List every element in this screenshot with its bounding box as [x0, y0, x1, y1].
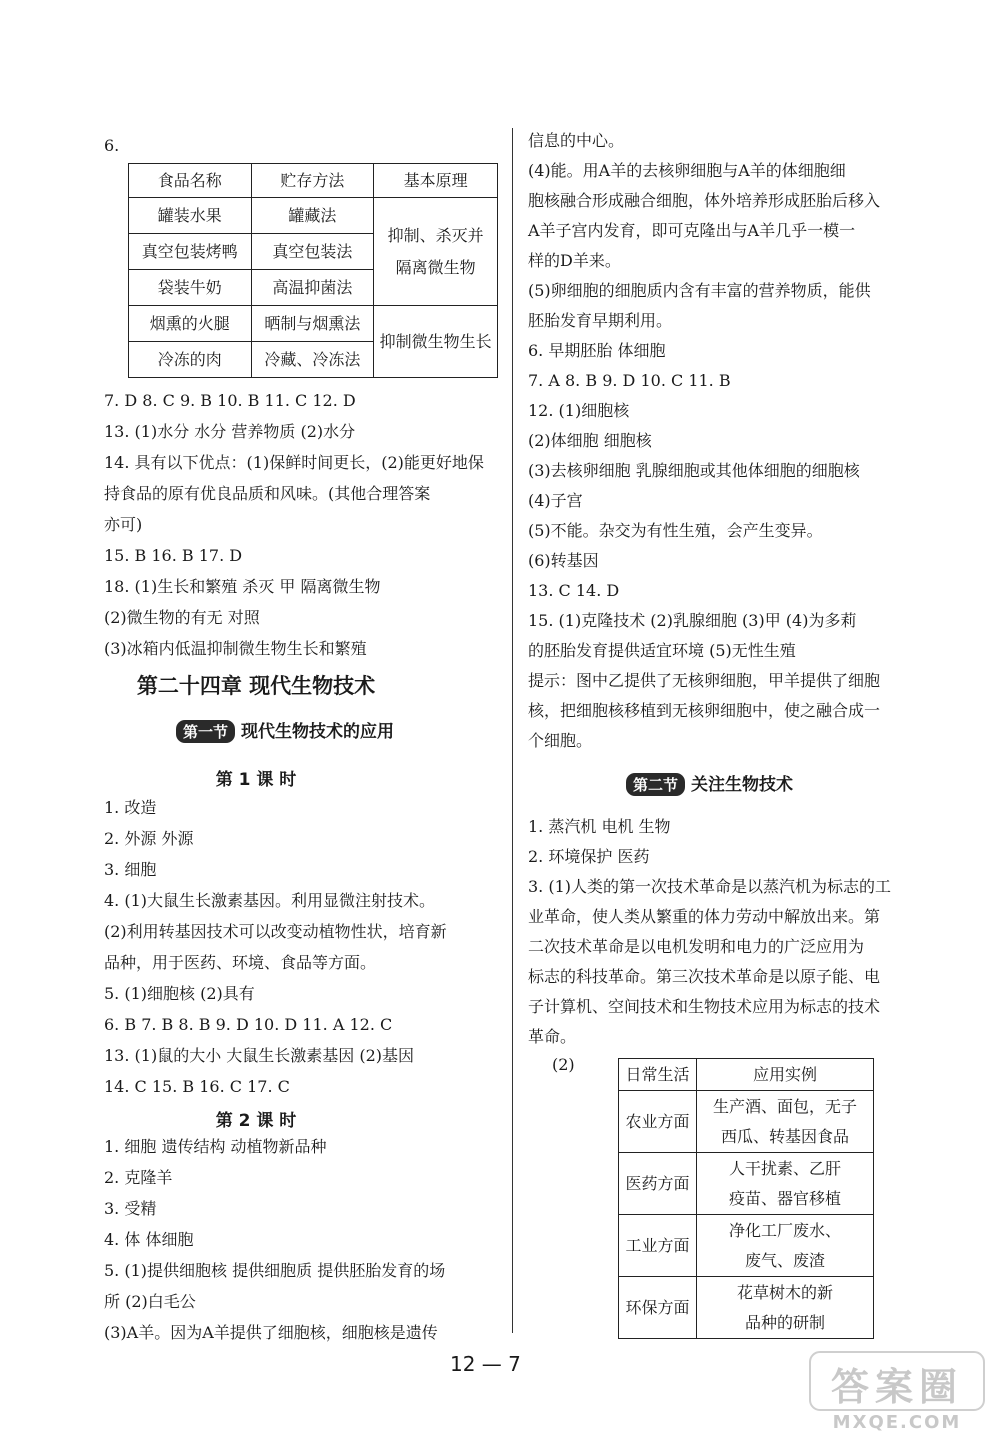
- answer-line: 3. (1)人类的第一次技术革命是以蒸汽机为标志的工: [528, 877, 892, 896]
- answer-line: 15. B 16. B 17. D: [104, 546, 243, 565]
- page-number: 12 — 7: [450, 1352, 521, 1376]
- table1-cell: 罐装水果: [129, 198, 252, 234]
- answer-line: 3. 受精: [104, 1199, 157, 1218]
- answer-line: 提示：图中乙提供了无核卵细胞，甲羊提供了细胞: [528, 671, 881, 690]
- watermark-logo: [808, 1350, 986, 1434]
- table2-example-line: 西瓜、转基因食品: [721, 1126, 850, 1146]
- table2-example-line: 生产酒、面包，无子: [713, 1096, 858, 1116]
- table1-cell: 烟熏的火腿: [129, 306, 252, 342]
- answer-line: 标志的科技革命。第三次技术革命是以原子能、电: [528, 967, 881, 986]
- answer-line: (2)微生物的有无 对照: [104, 608, 260, 627]
- lesson1-title: 第 1 课 时: [215, 770, 297, 790]
- table1-cell: 冷藏、冷冻法: [251, 342, 374, 378]
- table2-row-example: [697, 1277, 874, 1339]
- answer-line: 的胚胎发育提供适宜环境 (5)无性生殖: [528, 641, 796, 660]
- table1-cell: 袋装牛奶: [129, 270, 252, 306]
- answer-line: 13. C 14. D: [528, 581, 620, 600]
- answer-line: 二次技术革命是以电机发明和电力的广泛应用为: [528, 937, 865, 956]
- answer-line: (3)A羊。因为A羊提供了细胞核，细胞核是遗传: [104, 1323, 438, 1342]
- answer-line: 信息的中心。: [528, 131, 625, 150]
- watermark-text: 答案圈: [830, 1365, 963, 1409]
- table2-row-label: 农业方面: [619, 1091, 697, 1153]
- answer-line: 14. C 15. B 16. C 17. C: [104, 1077, 290, 1096]
- answer-line: 胚胎发育早期利用。: [528, 311, 673, 330]
- table2-row-label: 工业方面: [619, 1215, 697, 1277]
- table1-cell: 冷冻的肉: [129, 342, 252, 378]
- answer-line: 2. 克隆羊: [104, 1168, 173, 1187]
- section1-heading: [176, 717, 394, 743]
- answer-line: 7. D 8. C 9. B 10. B 11. C 12. D: [104, 391, 356, 410]
- answer-line: (5)卵细胞的细胞质内含有丰富的营养物质，能供: [528, 281, 871, 300]
- answer-line: 1. 蒸汽机 电机 生物: [528, 817, 671, 836]
- q6-label: 6.: [104, 136, 120, 155]
- answer-line: 15. (1)克隆技术 (2)乳腺细胞 (3)甲 (4)为多莉: [528, 611, 857, 630]
- table2-row-label: 医药方面: [619, 1153, 697, 1215]
- chapter-title: 第二十四章 现代生物技术: [136, 674, 376, 698]
- principle-a-line1: 抑制、杀灭并: [387, 225, 484, 245]
- table2-example-line: 花草树木的新: [737, 1282, 834, 1302]
- answer-line: 6. 早期胚胎 体细胞: [528, 341, 666, 360]
- answer-line: 5. (1)细胞核 (2)具有: [104, 984, 255, 1003]
- table1-cell: 晒制与烟熏法: [251, 306, 374, 342]
- table2-header-life: 日常生活: [619, 1059, 697, 1091]
- table1-principle-b: 抑制微生物生长: [374, 306, 498, 378]
- answer-line: 亦可): [104, 515, 143, 534]
- answer-line: 6. B 7. B 8. B 9. D 10. D 11. A 12. C: [104, 1015, 393, 1034]
- answer-line: (2)利用转基因技术可以改变动植物性状，培育新: [104, 922, 447, 941]
- answer-line: 4. 体 体细胞: [104, 1230, 194, 1249]
- table2-row-example: [697, 1215, 874, 1277]
- table2-row-label: 环保方面: [619, 1277, 697, 1339]
- answer-line: 1. 细胞 遗传结构 动植物新品种: [104, 1137, 327, 1156]
- table1-cell: 罐藏法: [251, 198, 374, 234]
- answer-line: 14. 具有以下优点：(1)保鲜时间更长，(2)能更好地保: [104, 453, 484, 472]
- answer-line: 1. 改造: [104, 798, 157, 817]
- q3-2-label: (2): [552, 1055, 575, 1074]
- answer-line: 品种，用于医药、环境、食品等方面。: [104, 953, 377, 972]
- section2-badge: 第二节: [626, 773, 685, 796]
- answer-line: 3. 细胞: [104, 860, 157, 879]
- answer-line: A羊子宫内发育，即可克隆出与A羊几乎一模一: [528, 221, 856, 240]
- answer-line: (3)去核卵细胞 乳腺细胞或其他体细胞的细胞核: [528, 461, 860, 480]
- technology-application-table: [618, 1058, 874, 1339]
- lesson2-title: 第 2 课 时: [215, 1111, 297, 1131]
- answer-line: 13. (1)鼠的大小 大鼠生长激素基因 (2)基因: [104, 1046, 415, 1065]
- answer-line: 持食品的原有优良品质和风味。(其他合理答案: [104, 484, 431, 503]
- answer-line: 2. 外源 外源: [104, 829, 194, 848]
- table2-header-example: 应用实例: [697, 1059, 874, 1091]
- watermark-url: MXQE.COM: [832, 1412, 962, 1433]
- table2-example-line: 人干扰素、乙肝: [729, 1158, 842, 1178]
- answer-line: 胞核融合形成融合细胞，体外培养形成胚胎后移入: [528, 191, 881, 210]
- table2-example-line: 品种的研制: [745, 1312, 826, 1332]
- principle-a-line2: 隔离微生物: [395, 257, 476, 277]
- answer-line: 2. 环境保护 医药: [528, 847, 650, 866]
- section1-title: 现代生物技术的应用: [241, 722, 395, 742]
- food-storage-table: [128, 163, 498, 378]
- answer-line: 4. (1)大鼠生长激素基因。利用显微注射技术。: [104, 891, 436, 910]
- table2-example-line: 疫苗、器官移植: [729, 1188, 842, 1208]
- table1-principle-a: [374, 198, 498, 306]
- table2-row-example: [697, 1091, 874, 1153]
- answer-line: 13. (1)水分 水分 营养物质 (2)水分: [104, 422, 356, 441]
- table1-cell: 高温抑菌法: [251, 270, 374, 306]
- table1-header-method: 贮存方法: [251, 164, 374, 198]
- answer-line: 7. A 8. B 9. D 10. C 11. B: [528, 371, 731, 390]
- answer-line: 核，把细胞核移植到无核卵细胞中，使之融合成一: [528, 701, 881, 720]
- table1-cell: 真空包装烤鸭: [129, 234, 252, 270]
- answer-line: 样的D羊来。: [528, 251, 621, 270]
- answer-line: (4)能。用A羊的去核卵细胞与A羊的体细胞细: [528, 161, 846, 180]
- table1-cell: 真空包装法: [251, 234, 374, 270]
- column-divider: [512, 128, 513, 1333]
- answer-line: (2)体细胞 细胞核: [528, 431, 652, 450]
- answer-line: 5. (1)提供细胞核 提供细胞质 提供胚胎发育的场: [104, 1261, 446, 1280]
- section1-badge: 第一节: [176, 720, 235, 743]
- answer-line: 所 (2)白毛公: [104, 1292, 196, 1311]
- answer-line: (5)不能。杂交为有性生殖，会产生变异。: [528, 521, 823, 540]
- table2-example-line: 废气、废渣: [745, 1250, 826, 1270]
- answer-line: 18. (1)生长和繁殖 杀灭 甲 隔离微生物: [104, 577, 381, 596]
- section2-heading: [626, 770, 793, 796]
- section2-title: 关注生物技术: [691, 775, 794, 795]
- table2-example-line: 净化工厂废水、: [729, 1220, 842, 1240]
- table1-header-principle: 基本原理: [374, 164, 498, 198]
- answer-line: (6)转基因: [528, 551, 599, 570]
- answer-line: (3)冰箱内低温抑制微生物生长和繁殖: [104, 639, 367, 658]
- table1-header-name: 食品名称: [129, 164, 252, 198]
- table2-row-example: [697, 1153, 874, 1215]
- answer-line: 12. (1)细胞核: [528, 401, 630, 420]
- answer-line: 革命。: [528, 1027, 577, 1046]
- answer-line: 业革命，使人类从繁重的体力劳动中解放出来。第: [528, 907, 881, 926]
- answer-line: 个细胞。: [528, 731, 593, 750]
- answer-line: 子计算机、空间技术和生物技术应用为标志的技术: [528, 997, 881, 1016]
- answer-line: (4)子宫: [528, 491, 583, 510]
